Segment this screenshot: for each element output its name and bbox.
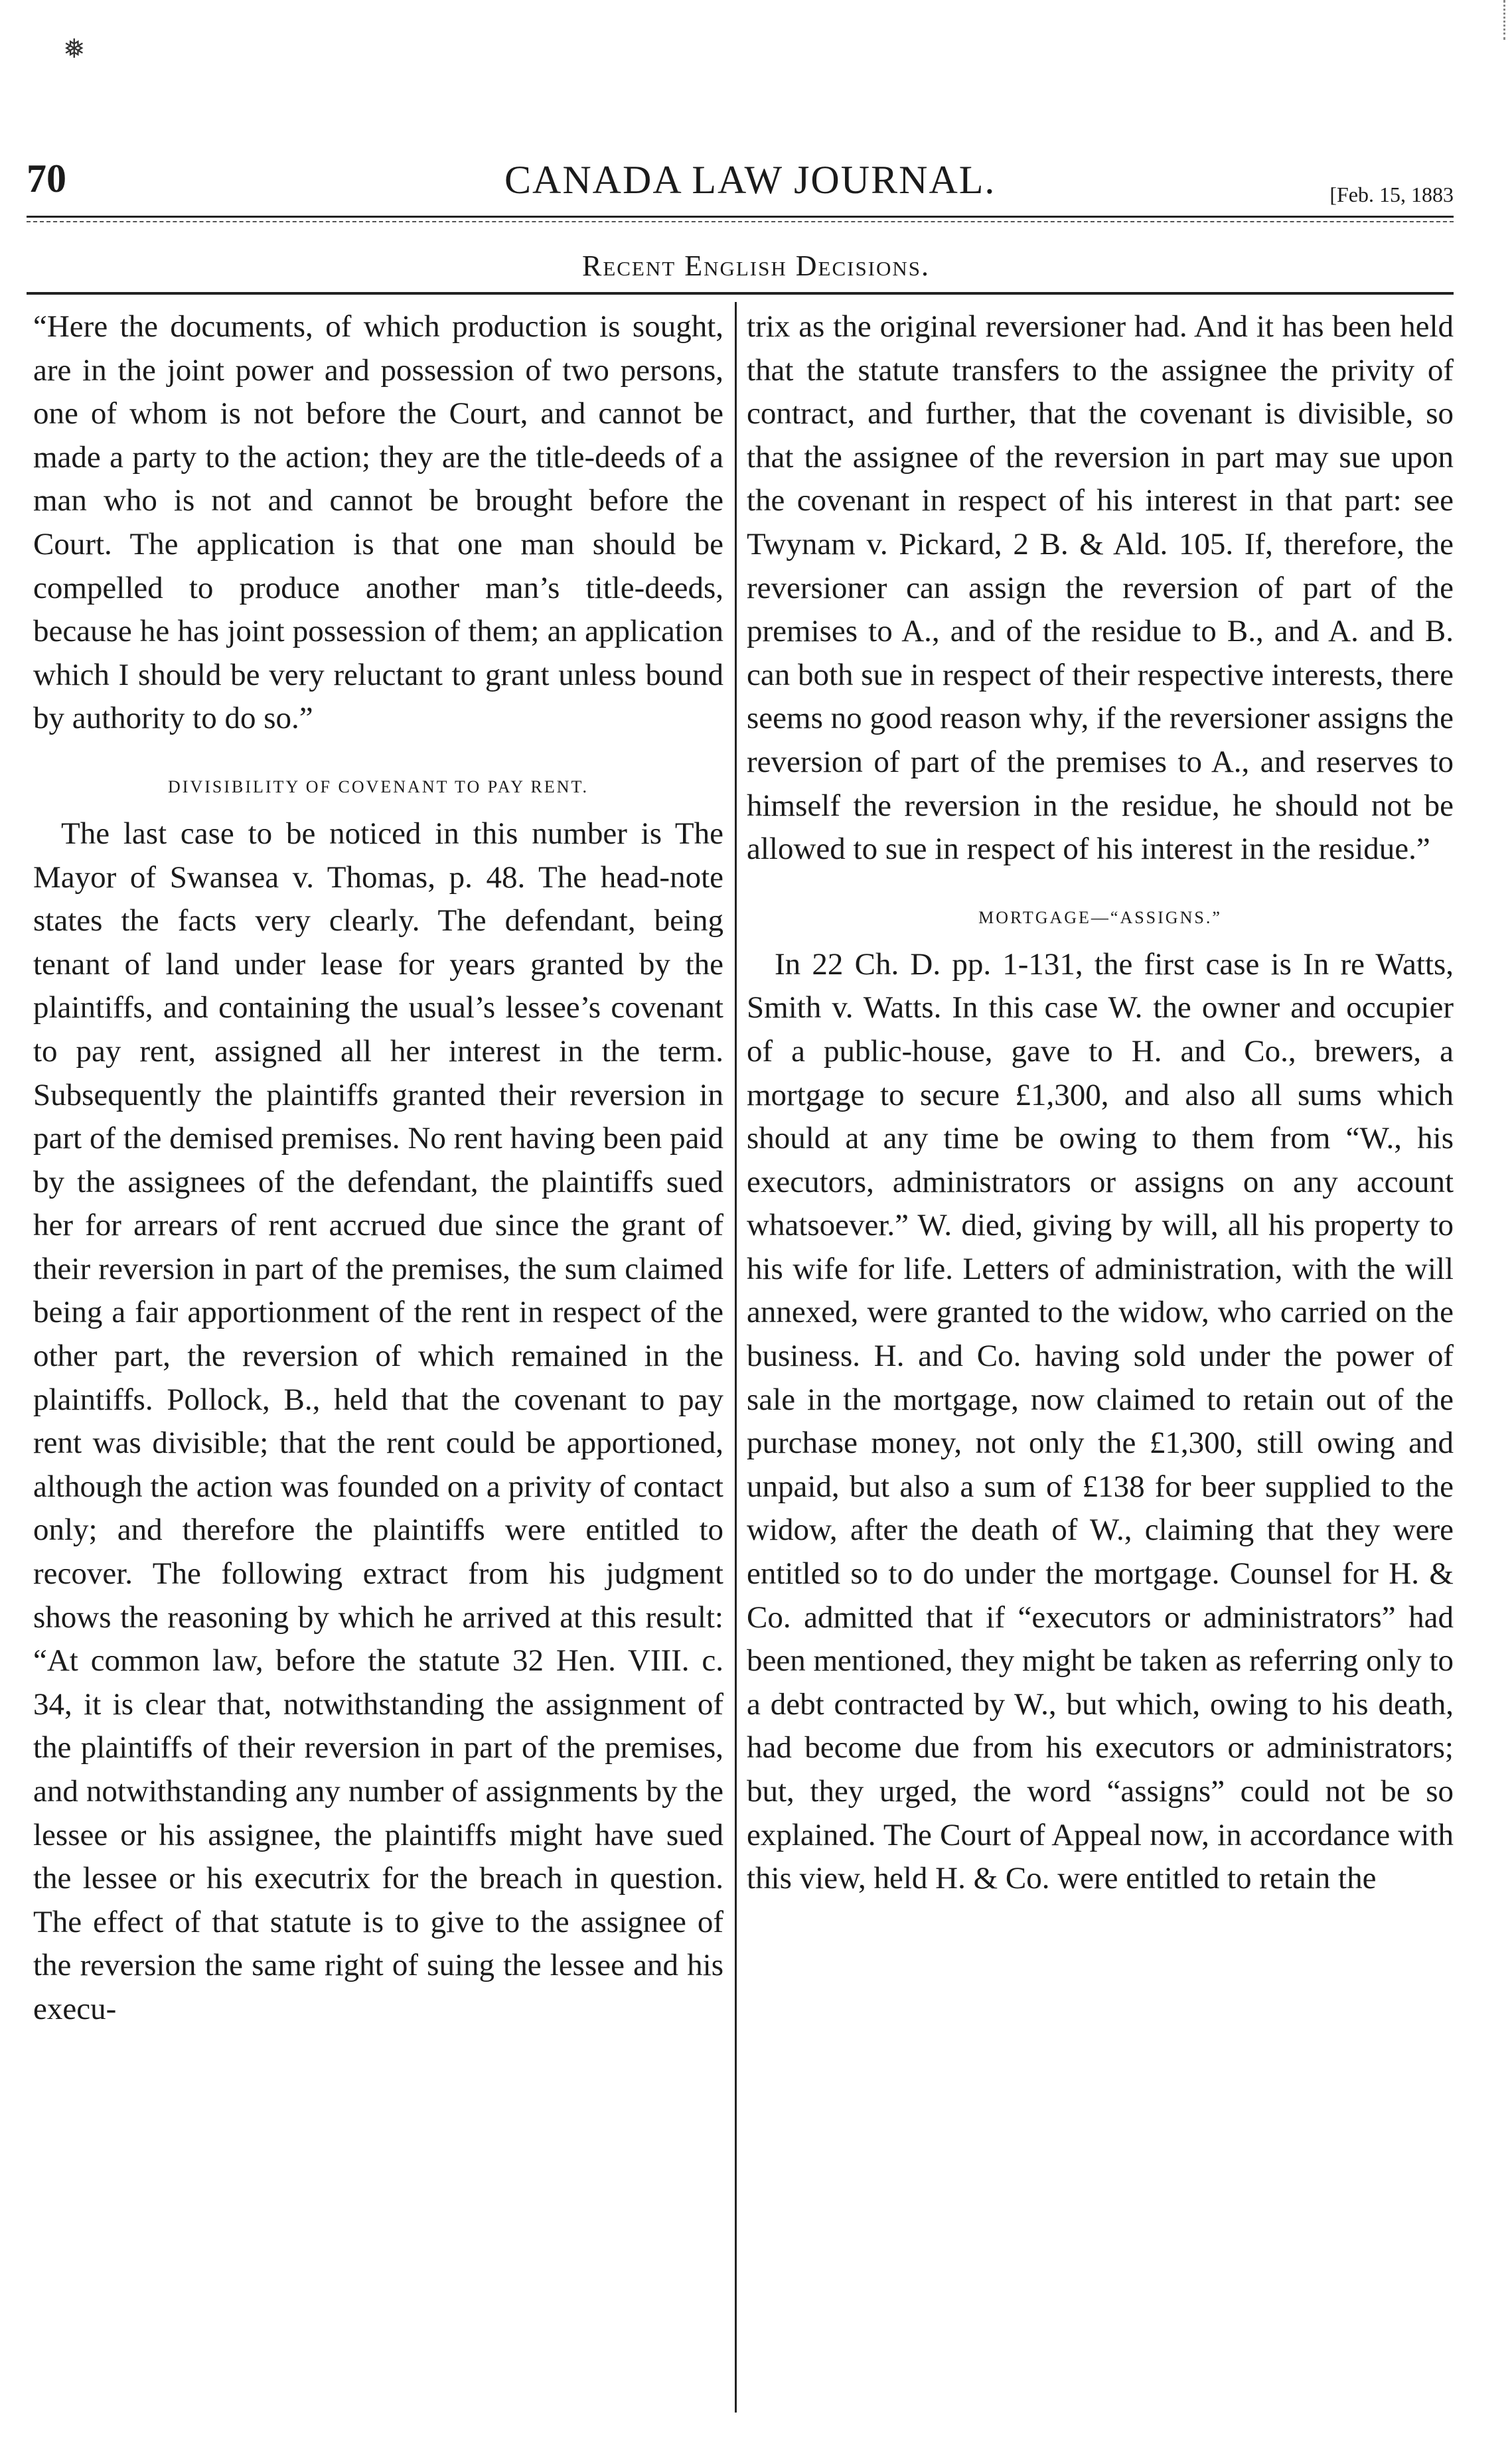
section-title: Recent English Decisions. — [581, 250, 931, 282]
issue-date: [Feb. 15, 1883 — [1329, 183, 1454, 206]
journal-title: CANADA LAW JOURNAL. — [504, 158, 996, 202]
continued-quote-paragraph: trix as the original reversioner had. And it has been held that the statute transfers to the assignee the privity of contract, and further, that the covenant is divisible, so that the assignee of the reversion in part may sue upon the covenant in respect of his interest in that part: see Twynam v. Pickard, 2 B. & Ald. 105. If, therefore, the reversioner can assign the reversion of part of the premises to A., and of the residue to B., and A. and B. can both sue in respect of their respective interests, there seems no good reason why, if the reversioner assigns the reversion of part of the premises to A., and reserves to himself the reversion in the residue, he should not be allowed to sue in respect of his interest in the residue.” — [747, 309, 1454, 867]
quoted-judgment-paragraph: “Here the documents, of which production is sought, are in the joint power and possession of two persons, one of whom is not before the Court, and cannot be made a party to the action; they are the title-deeds of a man who is not and cannot be brought before the Court. The application is that one man should be compelled to produce another man’s title-deeds, because he has joint possession of them; an application which I should be very reluctant to grant unless bound by authority to do so.” — [33, 309, 723, 736]
subheading-divisibility: DIVISIBILITY OF COVENANT TO PAY RENT. — [168, 777, 589, 796]
page-edge-mark — [1477, 0, 1505, 40]
header-rule-dashed — [27, 221, 1454, 222]
swansea-case-paragraph: The last case to be noticed in this number is The Mayor of Swansea v. Thomas, p. 48. The head-note states the facts very clearly. The defendant, being tenant of land under lease for years granted by the plaintiffs, and containing the usual’s lessee’s covenant to pay rent, assigned all her interest in the term. Subsequently the plaintiffs granted their reversion in part of the demised premises. No rent having been paid by the assignees of the defendant, the plaintiffs sued her for arrears of rent accrued due since the grant of their reversion in part of the premises, the sum claimed being a fair apportionment of the rent in respect of the other part, the reversion of which remained in the plaintiffs. Pollock, B., held that the covenant to pay rent was divisible; that the rent could be apportioned, although the action was founded on a privity of contact only; and therefore the plaintiffs were entitled to recover. The following extract from his judgment shows the reasoning by which he arrived at this result: “At common law, before the statute 32 Hen. VIII. c. 34, it is clear that, notwithstanding the assignment of the plaintiffs of their reversion in part of the premises, and notwithstanding any number of assignments by the lessee or his assignee, the plaintiffs might have sued the lessee or his executrix for the breach in question. The effect of that statute is to give to the assignee of the reversion the same right of suing the lessee and his execu- — [33, 816, 723, 2026]
watts-case-paragraph: In 22 Ch. D. pp. 1-131, the first case is In re Watts, Smith v. Watts. In this case W. the owner and occupier of a public-house, gave to H. and Co., brewers, a mortgage to secure £1,300, and also all sums which should at any time be owing to them from “W., his executors, administrators or assigns on any account whatsoever.” W. died, giving by will, all his property to his wife for life. Letters of administration, with the will annexed, were granted to the widow, who carried on the business. H. and Co. having sold under the power of sale in the mortgage, now claimed to retain out of the purchase money, not only the £1,300, still owing and unpaid, but also a sum of £138 for beer supplied to the widow, after the death of W., claiming that they were entitled so to do under the mortgage. Counsel for H. & Co. admitted that if “executors or administrators” had been mentioned, they might be taken as referring only to a debt contracted by W., but which, owing to his death, had become due from his executors or administrators; but, they urged, the word “assigns” could not be so explained. The Court of Appeal now, in accordance with this view, held H. & Co. were entitled to retain the — [747, 946, 1454, 1896]
column-divider — [735, 302, 737, 2413]
section-rule — [27, 292, 1454, 295]
running-header — [27, 149, 1454, 209]
ink-speck: ❅ — [63, 34, 86, 64]
header-rule — [27, 216, 1454, 218]
left-column — [33, 305, 723, 2032]
subheading-mortgage: MORTGAGE—“ASSIGNS.” — [978, 907, 1222, 927]
right-column — [747, 305, 1454, 1901]
page-number: 70 — [27, 157, 66, 200]
